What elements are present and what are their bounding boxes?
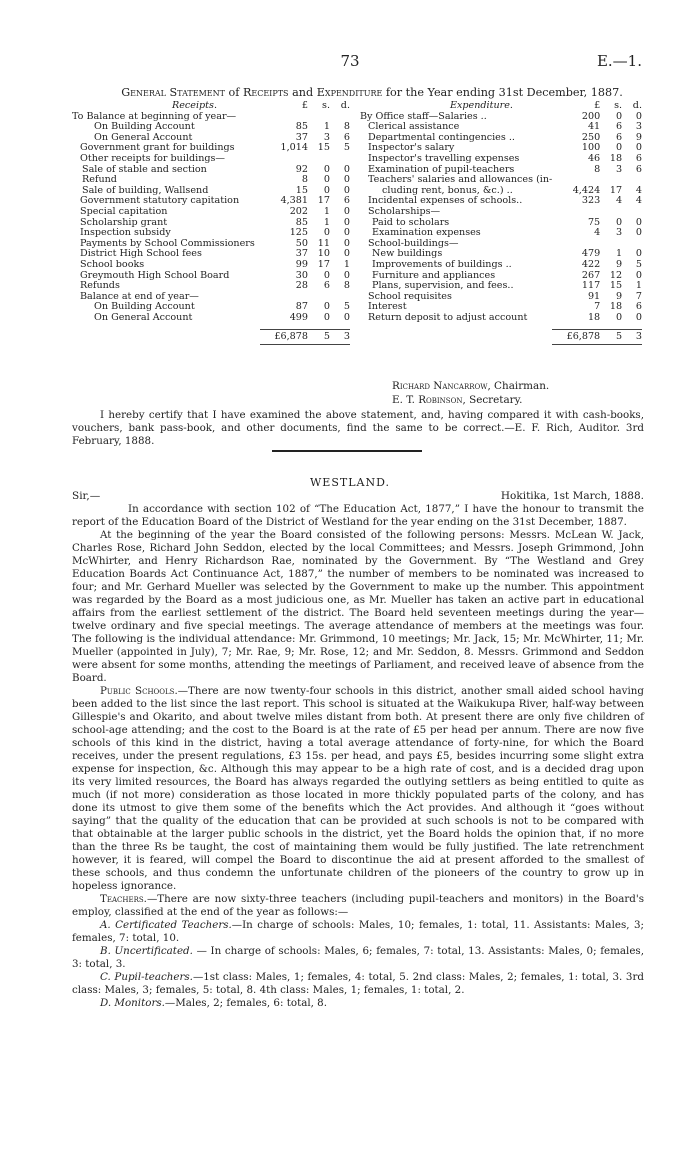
- account-row-shillings: 17: [317, 195, 330, 207]
- account-row-shillings: 18: [609, 301, 623, 313]
- account-row-shillings: 18: [609, 152, 623, 164]
- total-row: [72, 330, 350, 345]
- account-row-pence: 4: [635, 184, 642, 196]
- account-row: [360, 260, 642, 271]
- expenditure-table: [360, 101, 642, 345]
- account-row-pounds: 41: [587, 121, 601, 133]
- account-row-pence: 0: [343, 205, 350, 217]
- account-row-pounds: 87: [295, 301, 308, 313]
- account-row-pounds: 200: [581, 110, 601, 122]
- title-receipts-word: Receipts: [242, 86, 289, 99]
- public-schools-text: —There are now twenty-four schools in this district, another small aided school having been added to the list since the last report. This school is situated at the Waikukupa River, half-way between Gillespie's and Okarito, and about twelve miles distant from both. At present there are only five children of school-age attending; and the cost to the Board is at the rate of £5 per head per annum. There are now five schools of this kind in the district, having a total average attendance of forty-nine, for which the Board receives, under the present regulations, £3 15s. per head, and pays £5, besides incurring some slight extra expense for inspection, &c. Although this may appear to be a high rate of cost, and is a decided drag upon its very limited resources, the Board has always regarded the outlying settlers as being entitled to quite as much (if not more) consideration as those located in more thickly populated parts of the colony, and has done its utmost to give them some of the benefits which the Act provides. And although it “goes without saying” that the quality of the education that can be provided at such schools is not to be compared with that obtainable at the larger public schools in the district, yet the Board holds the opinion that, if no more than the three Rs be taught, the cost of maintaining them would be fully justified. The late retrenchment however, it is feared, will compel the Board to discontinue the aid at present afforded to the smallest of these schools, and thus condemn the unfortunate children of the pioneers of the country to grow up in hopeless ignorance.: [72, 685, 644, 892]
- account-row-label: Examination expenses: [372, 227, 481, 239]
- account-row-pence: 0: [635, 227, 642, 239]
- account-row-shillings: 0: [615, 142, 623, 154]
- account-row-shillings: 1: [323, 121, 330, 133]
- account-row-pence: 7: [635, 290, 642, 302]
- account-row-label: Paid to scholars: [372, 216, 450, 228]
- account-row-label: Incidental expenses of schools..: [368, 195, 523, 207]
- account-row-pounds: 99: [295, 258, 308, 270]
- account-row-shillings: 6: [615, 121, 623, 133]
- account-row-pounds: 46: [587, 152, 601, 164]
- account-row-label: Interest: [368, 301, 407, 313]
- paragraph-public-schools: [72, 685, 644, 893]
- account-row-pence: 8: [343, 121, 350, 133]
- account-row-label: Inspection subsidy: [80, 227, 171, 239]
- item-b-text: — In charge of schools: Males, 6; females, 7: total, 13. Assistants: Males, 0; females, 3: total, 3.: [72, 945, 644, 970]
- shillings-header: s.: [322, 100, 330, 111]
- account-row-pence: 6: [635, 301, 642, 313]
- item-pupil-teachers: [72, 971, 644, 997]
- account-row-pence: 5: [343, 142, 350, 154]
- salutation: Sir,—: [72, 490, 101, 502]
- chairman-title: , Chairman.: [487, 380, 550, 392]
- account-row-label: School-buildings—: [368, 237, 459, 249]
- account-row-pence: 6: [635, 152, 642, 164]
- account-row-label: Scholarships—: [368, 205, 441, 217]
- account-row-shillings: 0: [323, 311, 330, 323]
- account-row-shillings: 10: [317, 248, 330, 260]
- section-divider: [272, 450, 422, 452]
- account-row-pounds: 202: [289, 205, 308, 217]
- shillings-header: s.: [614, 100, 623, 111]
- page-reference: E.—1.: [596, 52, 642, 70]
- receipts-heading: Receipts.: [172, 100, 217, 111]
- account-row-label: Improvements of buildings ..: [372, 258, 512, 270]
- account-row-pence: 4: [635, 195, 642, 207]
- account-row-label: To Balance at beginning of year—: [72, 110, 237, 122]
- account-row-pence: 5: [343, 301, 350, 313]
- account-row-label: School books: [80, 258, 145, 270]
- account-row-pence: 0: [635, 110, 642, 122]
- account-row-shillings: 1: [615, 248, 623, 260]
- item-c-text: —1st class: Males, 1; females, 4: total, 5. 2nd class: Males, 2; females, 1: total, 3. 3rd class: Males, 3; females, 5: total, 8. 4th class: Males, 1; females, 1: total, 2.: [72, 971, 644, 996]
- account-row-shillings: 6: [323, 280, 330, 292]
- account-row-label: New buildings: [372, 248, 443, 260]
- account-row-label: Scholarship grant: [80, 216, 168, 228]
- account-row-pence: 0: [343, 174, 350, 186]
- account-row-shillings: 15: [609, 280, 623, 292]
- title-prefix: General Statement: [121, 86, 225, 99]
- account-row-label: Refunds: [80, 280, 120, 292]
- account-row: [72, 154, 350, 165]
- account-row-shillings: 0: [323, 163, 330, 175]
- account-row-shillings: 11: [317, 237, 330, 249]
- account-row-pounds: 4,424: [572, 184, 601, 196]
- account-row-shillings: 0: [323, 227, 330, 239]
- account-row-pence: 0: [635, 269, 642, 281]
- total-l: £6,878: [552, 330, 600, 345]
- account-row-pence: 6: [343, 131, 350, 143]
- page-number: 73: [340, 52, 360, 70]
- account-row: [72, 313, 350, 324]
- chairman-signature: [392, 380, 549, 392]
- account-row-pence: 3: [635, 121, 642, 133]
- title-suffix: for the Year ending 31st December, 1887.: [382, 86, 623, 99]
- account-row-shillings: 17: [317, 258, 330, 270]
- account-row-pence: 1: [635, 280, 642, 292]
- account-row-pounds: 50: [295, 237, 308, 249]
- account-row-pence: 0: [635, 311, 642, 323]
- account-row-shillings: 9: [615, 290, 623, 302]
- account-row-pounds: 479: [581, 248, 601, 260]
- paragraph-teachers: [72, 893, 644, 919]
- account-row-shillings: 9: [615, 258, 623, 270]
- account-row-pence: 0: [635, 142, 642, 154]
- account-row-label: Inspector's travelling expenses: [368, 152, 520, 164]
- account-row: [72, 260, 350, 271]
- account-row-pounds: 8: [301, 174, 308, 186]
- account-row-pence: [622, 207, 642, 218]
- account-row-label: On General Account: [94, 131, 193, 143]
- account-row-label: On Building Account: [94, 121, 195, 133]
- account-row-pounds: 1,014: [280, 142, 308, 154]
- teachers-heading: Teachers.: [100, 893, 147, 905]
- account-row-pence: 0: [343, 216, 350, 228]
- account-row-shillings: 17: [609, 184, 623, 196]
- account-row-pence: 0: [635, 248, 642, 260]
- account-row-label: Other receipts for buildings—: [80, 152, 226, 164]
- account-row-shillings: 0: [615, 216, 623, 228]
- account-row-pounds: 30: [295, 269, 308, 281]
- item-b-heading: B. Uncertificated.: [100, 945, 193, 957]
- report-body: [72, 503, 644, 1010]
- account-row-shillings: 3: [615, 163, 623, 175]
- account-row-label: cluding rent, bonus, &c.) ..: [382, 184, 513, 196]
- account-row-pounds: 91: [587, 290, 601, 302]
- account-row-pounds: 92: [295, 163, 308, 175]
- account-row-shillings: 0: [323, 174, 330, 186]
- account-row-pounds: 85: [295, 121, 308, 133]
- paragraph-board: At the beginning of the year the Board consisted of the following persons: Messrs. McLean W. Jack, Charles Rose, Richard John Seddon, elected by the local Committees; and Messrs. Joseph Grimmond, John McWhirter, and Henry Richardson Rae, nominated by the Government. By “The Westland and Grey Education Boards Act Continuance Act, 1887,” the number of members to be nominated was increased to four; and Mr. Gerhard Mueller was selected by the Government to make up the number. This appointment was regarded by the Board as a most judicious one, as Mr. Mueller has taken an active part in educational affairs from the earliest settlement of the district. The Board held seventeen meetings during the year—twelve ordinary and five special meetings. The average attendance of members at the meetings was four. The following is the individual attendance: Mr. Grimmond, 10 meetings; Mr. Jack, 15; Mr. McWhirter, 11; Mr. Mueller (appointed in July), 7; Mr. Rae, 9; Mr. Rose, 12; and Mr. Seddon, 8. Messrs. Grimmond and Seddon were absent for some months, attending the meetings of Parliament, and received leave of absence from the Board.: [72, 529, 644, 684]
- total-blank: [72, 330, 260, 345]
- total-d: 3: [330, 330, 350, 345]
- account-row-shillings: 0: [615, 110, 623, 122]
- item-d-heading: D. Monitors.: [100, 997, 165, 1009]
- account-row-label: Balance at end of year—: [80, 290, 199, 302]
- secretary-name: E. T. Robinson: [392, 394, 463, 406]
- account-row-pence: 9: [635, 131, 642, 143]
- account-row-shillings: 6: [615, 131, 623, 143]
- account-row-label: School requisites: [368, 290, 452, 302]
- place-date: Hokitika, 1st March, 1888.: [500, 490, 644, 502]
- expenditure-header-row: [360, 101, 642, 112]
- total-d: 3: [622, 330, 642, 345]
- account-row-label: Examination of pupil-teachers: [368, 163, 515, 175]
- title-expenditure-word: Expenditure: [316, 86, 383, 99]
- expenditure-heading: Expenditure.: [450, 100, 513, 111]
- item-c-heading: C. Pupil-teachers.: [100, 971, 193, 983]
- account-row-shillings: 0: [323, 269, 330, 281]
- pounds-header: £: [594, 100, 601, 111]
- account-row-label: By Office staff—Salaries ..: [360, 110, 487, 122]
- title-and: and: [288, 86, 317, 99]
- chairman-name: Richard Nancarrow: [392, 380, 488, 392]
- total-s: 5: [600, 330, 622, 345]
- item-a-text: —In charge of schools: Males, 10; females, 1: total, 11. Assistants: Males, 3; females, 7: total, 10.: [72, 919, 644, 944]
- account-row-label: Refund: [82, 174, 117, 186]
- account-row-pounds: 422: [581, 258, 601, 270]
- item-certificated: [72, 919, 644, 945]
- total-l: £6,878: [260, 330, 308, 345]
- account-row-pounds: [260, 154, 308, 165]
- account-row-shillings: 1: [323, 205, 330, 217]
- account-row-pence: 5: [635, 258, 642, 270]
- account-row-label: Payments by School Commissioners: [80, 237, 255, 249]
- account-row-pounds: 267: [581, 269, 601, 281]
- account-row-pence: 0: [343, 311, 350, 323]
- account-row-shillings: 1: [323, 216, 330, 228]
- receipts-header-row: [72, 101, 350, 112]
- statement-title: [72, 86, 672, 99]
- account-row-label: Clerical assistance: [368, 121, 460, 133]
- account-row-pounds: 4: [594, 227, 601, 239]
- account-row-shillings: [308, 154, 330, 165]
- title-mid: of: [224, 86, 243, 99]
- account-row-label: Plans, supervision, and fees..: [372, 280, 514, 292]
- account-row-label: District High School fees: [80, 248, 202, 260]
- account-row-pounds: [552, 207, 600, 218]
- pence-header: d.: [632, 100, 642, 111]
- receipts-table: [72, 101, 350, 345]
- item-uncertificated: [72, 945, 644, 971]
- account-row-pence: 1: [343, 258, 350, 270]
- account-row-label: Furniture and appliances: [372, 269, 496, 281]
- account-row-label: On General Account: [94, 311, 193, 323]
- account-row: [360, 313, 642, 324]
- total-s: 5: [308, 330, 330, 345]
- account-row-pounds: 85: [295, 216, 308, 228]
- audit-note: [72, 409, 644, 448]
- account-row-pence: 0: [343, 269, 350, 281]
- account-row-label: Teachers' salaries and allowances (in-: [368, 174, 553, 186]
- account-row-label: Special capitation: [80, 205, 168, 217]
- account-row-shillings: 4: [615, 195, 623, 207]
- audit-text: I hereby certify that I have examined the above statement, and, having compared it with cash-books, vouchers, bank pass-book, and other documents, find the same to be correct.—E. F. Rich, Auditor. 3rd February, 1888.: [72, 409, 644, 447]
- account-row-label: Departmental contingencies ..: [368, 131, 515, 143]
- item-d-text: —Males, 2; females, 6: total, 8.: [164, 997, 328, 1009]
- account-row-label: Sale of building, Wallsend: [82, 184, 209, 196]
- account-row-pence: 0: [343, 163, 350, 175]
- account-row-pence: [330, 154, 350, 165]
- item-a-heading: A. Certificated Teachers.: [100, 919, 232, 931]
- secretary-title: , Secretary.: [462, 394, 523, 406]
- account-row-shillings: 0: [323, 184, 330, 196]
- total-blank: [360, 330, 552, 345]
- public-schools-heading: Public Schools.: [100, 685, 178, 697]
- account-row-pounds: 7: [594, 301, 601, 313]
- pounds-header: £: [301, 100, 308, 111]
- account-row-label: Government grant for buildings: [80, 142, 235, 154]
- account-row-pounds: 8: [594, 163, 601, 175]
- account-row-pounds: 250: [581, 131, 601, 143]
- teachers-text: —There are now sixty-three teachers (including pupil-teachers and monitors) in the Board's employ, classified at the end of the year as follows:—: [72, 893, 644, 918]
- account-row-pence: 6: [343, 195, 350, 207]
- account-row-pounds: 4,381: [280, 195, 308, 207]
- account-row-pence: 0: [343, 237, 350, 249]
- account-row-pence: 0: [635, 216, 642, 228]
- account-row: [360, 154, 642, 165]
- account-row-shillings: 3: [323, 131, 330, 143]
- account-row-pounds: 499: [289, 311, 308, 323]
- account-row-pounds: 117: [581, 280, 601, 292]
- paragraph-intro: In accordance with section 102 of “The Education Act, 1877,” I have the honour to transmit the report of the Education Board of the District of Westland for the year ending on the 31st December, 1887.: [72, 503, 644, 528]
- account-row-pounds: 28: [295, 280, 308, 292]
- account-row-pounds: 37: [295, 131, 308, 143]
- westland-title: WESTLAND.: [309, 476, 390, 489]
- account-row-pounds: 18: [587, 311, 601, 323]
- account-row: [360, 207, 642, 218]
- account-row-pounds: 100: [581, 142, 601, 154]
- account-row-label: Greymouth High School Board: [80, 269, 230, 281]
- account-row-label: Sale of stable and section: [82, 163, 207, 175]
- account-row-shillings: 3: [615, 227, 623, 239]
- account-row-pounds: 37: [295, 248, 308, 260]
- account-row-pounds: 15: [295, 184, 308, 196]
- pence-header: d.: [340, 100, 350, 111]
- secretary-signature: [392, 394, 522, 406]
- account-row-pounds: 75: [587, 216, 601, 228]
- account-row-pence: 0: [343, 248, 350, 260]
- total-row: [360, 330, 642, 345]
- account-row-label: Return deposit to adjust account: [368, 311, 528, 323]
- account-row-shillings: 0: [323, 301, 330, 313]
- account-row-label: Inspector's salary: [368, 142, 455, 154]
- account-row-pence: 8: [343, 280, 350, 292]
- account-row-pence: 0: [343, 227, 350, 239]
- account-row-shillings: [600, 207, 622, 218]
- account-row-shillings: 0: [615, 311, 623, 323]
- account-row-shillings: 12: [609, 269, 623, 281]
- item-monitors: [72, 997, 644, 1010]
- account-row-pounds: 323: [581, 195, 601, 207]
- account-row-label: On Building Account: [94, 301, 195, 313]
- account-row-shillings: 15: [317, 142, 330, 154]
- account-row-label: Government statutory capitation: [80, 195, 240, 207]
- account-row-pounds: 125: [289, 227, 308, 239]
- account-row: [72, 207, 350, 218]
- account-row-pence: 6: [635, 163, 642, 175]
- account-row-pence: 0: [343, 184, 350, 196]
